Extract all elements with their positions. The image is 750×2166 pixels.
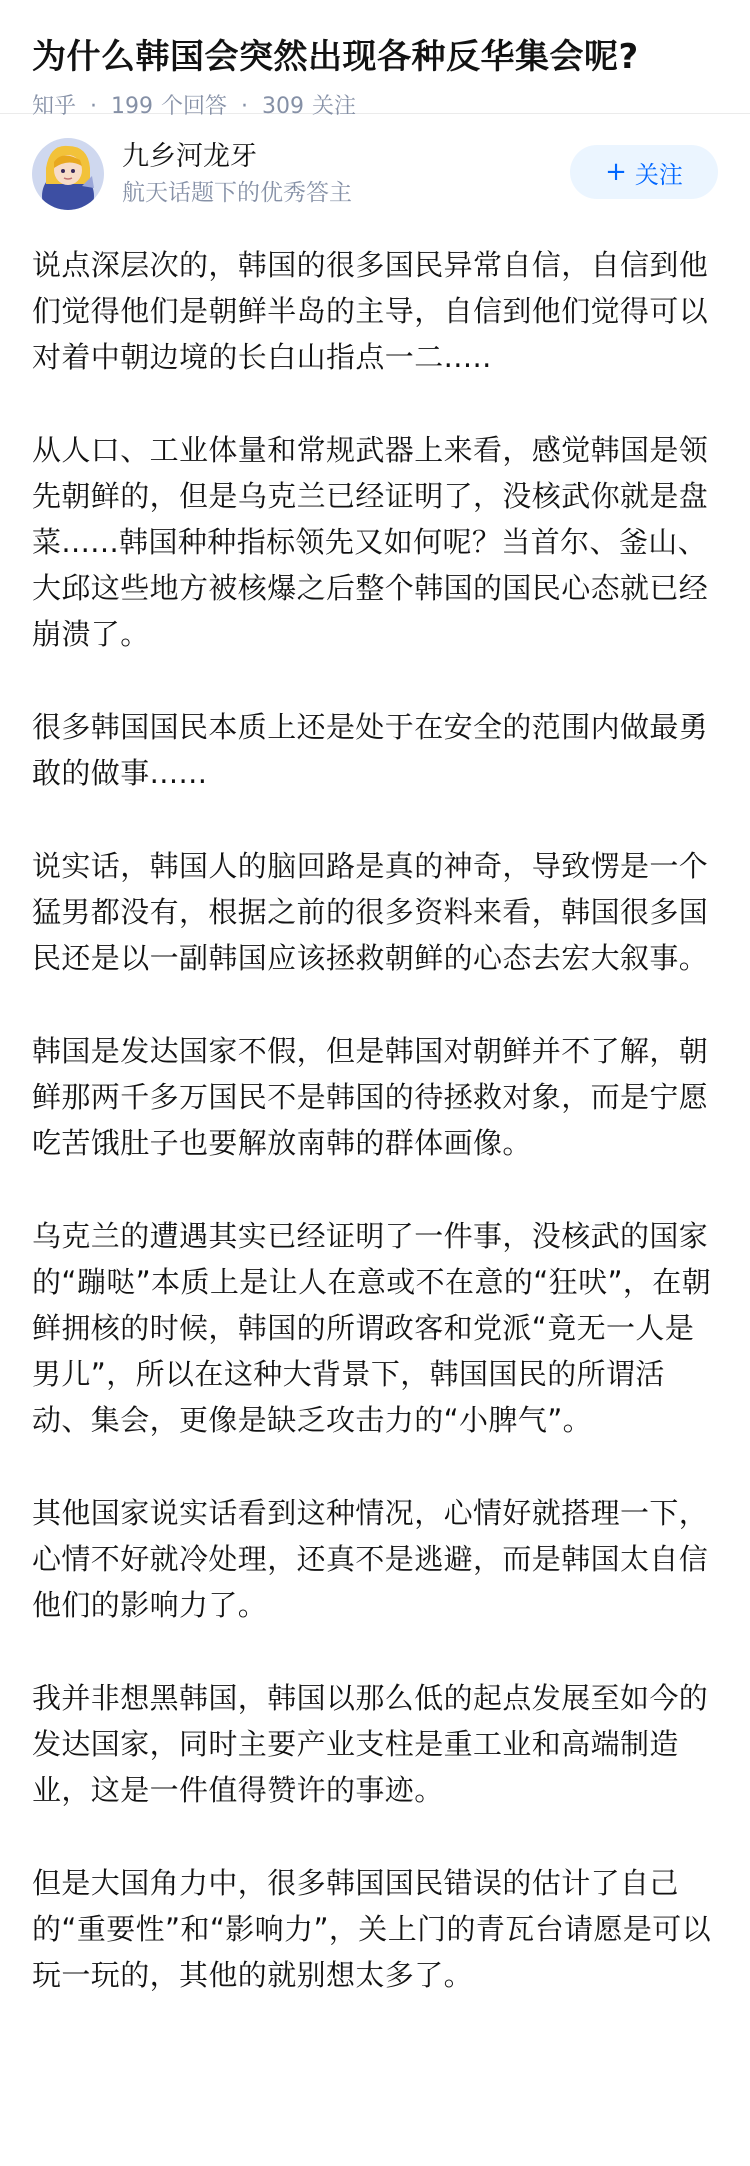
follow-button-label: 关注 bbox=[634, 160, 683, 189]
meta-separator: · bbox=[90, 94, 98, 119]
author-card bbox=[0, 114, 750, 234]
question-title[interactable]: 为什么韩国会突然出现各种反华集会呢? bbox=[32, 37, 639, 77]
author-name[interactable]: 九乡河龙牙 bbox=[122, 141, 257, 172]
answer-content bbox=[0, 234, 750, 1998]
question-header bbox=[0, 0, 750, 119]
follow-button[interactable] bbox=[570, 145, 718, 199]
answer-paragraph: 从人口、工业体量和常规武器上来看，感觉韩国是领先朝鲜的，但是乌克兰已经证明了，没核武你就是盘菜......韩国种种指标领先又如何呢？当首尔、釜山、大邱这些地方被核爆之后整个韩国的国民心态就已经崩溃了。 bbox=[32, 433, 709, 651]
author-info bbox=[122, 140, 570, 208]
answer-paragraph: 我并非想黑韩国，韩国以那么低的起点发展至如今的发达国家，同时主要产业支柱是重工业和高端制造业，这是一件值得赞许的事迹。 bbox=[32, 1681, 709, 1807]
answer-paragraph: 很多韩国国民本质上还是处于在安全的范围内做最勇敢的做事...... bbox=[32, 710, 709, 790]
plus-icon: + bbox=[605, 157, 627, 187]
answer-paragraph: 说点深层次的，韩国的很多国民异常自信，自信到他们觉得他们是朝鲜半岛的主导，自信到他们觉得可以对着中朝边境的长白山指点一二..... bbox=[32, 248, 709, 374]
author-badge: 航天话题下的优秀答主 bbox=[122, 180, 352, 206]
answer-paragraph: 但是大国角力中，很多韩国国民错误的估计了自己的“重要性”和“影响力”，关上门的青瓦台请愿是可以玩一玩的，其他的就别想太多了。 bbox=[32, 1866, 712, 1992]
meta-separator: · bbox=[241, 94, 249, 119]
answer-paragraph: 韩国是发达国家不假，但是韩国对朝鲜并不了解，朝鲜那两千多万国民不是韩国的待拯救对象，而是宁愿吃苦饿肚子也要解放南韩的群体画像。 bbox=[32, 1034, 709, 1160]
answer-count: 199 bbox=[111, 94, 154, 119]
answer-paragraph: 其他国家说实话看到这种情况，心情好就搭理一下，心情不好就冷处理，还真不是逃避，而是韩国太自信他们的影响力了。 bbox=[32, 1496, 709, 1622]
avatar-image bbox=[32, 138, 104, 210]
answer-count-label: 个回答 bbox=[161, 94, 228, 119]
site-name[interactable]: 知乎 bbox=[32, 94, 77, 119]
follower-count-label: 关注 bbox=[312, 94, 357, 119]
avatar[interactable] bbox=[32, 138, 104, 210]
answer-paragraph: 说实话，韩国人的脑回路是真的神奇，导致愣是一个猛男都没有，根据之前的很多资料来看，韩国很多国民还是以一副韩国应该拯救朝鲜的心态去宏大叙事。 bbox=[32, 849, 709, 975]
follower-count: 309 bbox=[262, 94, 305, 119]
answer-paragraph: 乌克兰的遭遇其实已经证明了一件事，没核武的国家的“蹦哒”本质上是让人在意或不在意的“狂吠”，在朝鲜拥核的时候，韩国的所谓政客和党派“竟无一人是男儿”，所以在这种大背景下，韩国国民的所谓活动、集会，更像是缺乏攻击力的“小脾气”。 bbox=[32, 1219, 712, 1437]
